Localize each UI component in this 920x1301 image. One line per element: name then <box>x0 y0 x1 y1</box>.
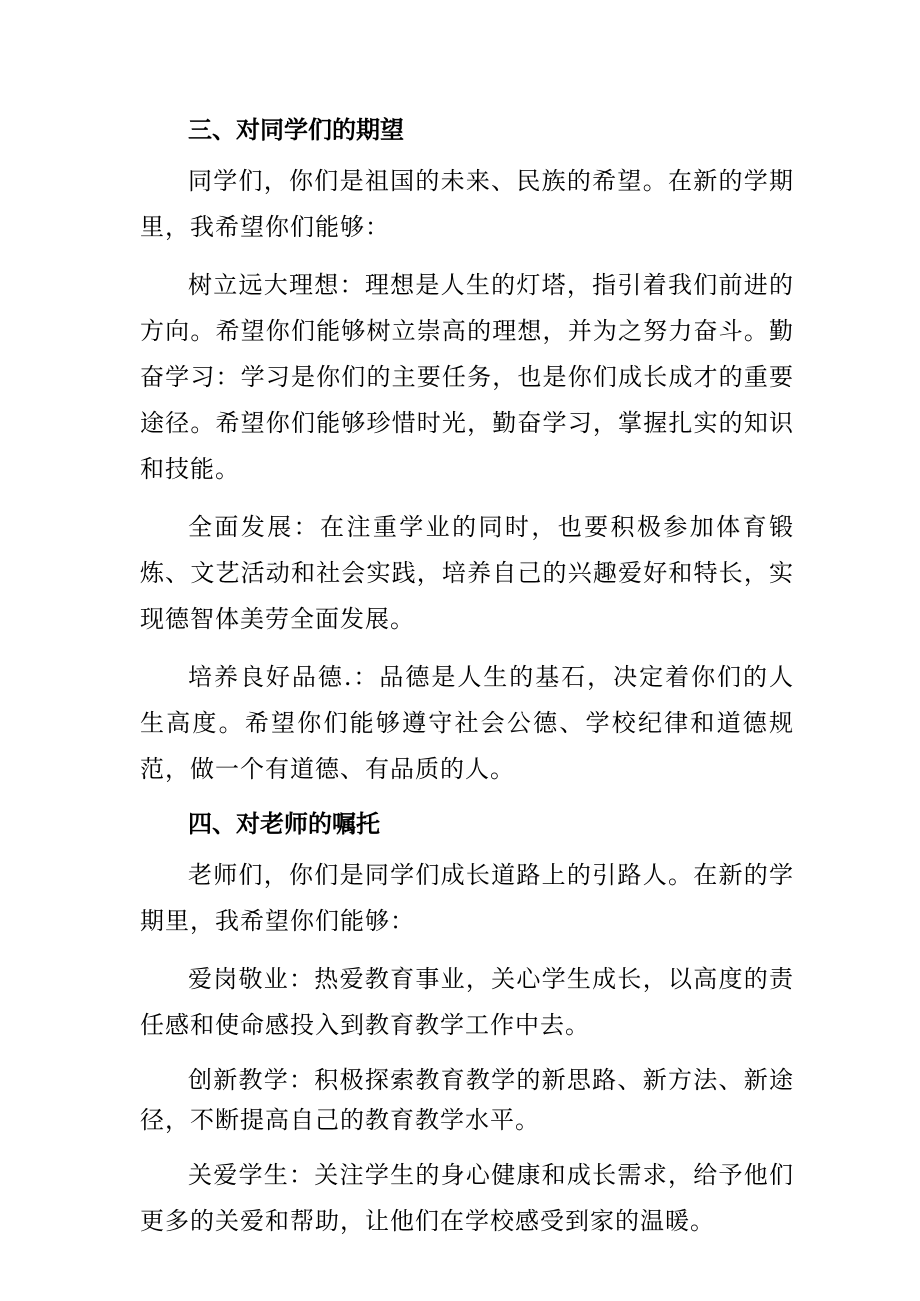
paragraph: 创新教学：积极探索教育教学的新思路、新方法、新途径，不断提高自己的教育教学水平。 <box>140 1066 794 1134</box>
paragraph: 培养良好品德.：品德是人生的基石，决定着你们的人生高度。希望你们能够遵守社会公德、学校纪律和道德规范，做一个有道德、有品质的人。 <box>140 663 794 783</box>
paragraph: 关爱学生：关注学生的身心健康和成长需求，给予他们更多的关爱和帮助，让他们在学校感受到家的温暖。 <box>140 1161 794 1235</box>
paragraph: 全面发展：在注重学业的同时，也要积极参加体育锻炼、文艺活动和社会实践，培养自己的兴趣爱好和特长，实现德智体美劳全面发展。 <box>140 513 794 633</box>
paragraph: 爱岗敬业：热爱教育事业，关心学生成长，以高度的责任感和使命感投入到教育教学工作中去。 <box>140 965 794 1039</box>
paragraph: 同学们，你们是祖国的未来、民族的希望。在新的学期里，我希望你们能够： <box>140 167 794 241</box>
section-heading-3: 三、对同学们的期望 <box>188 115 404 144</box>
paragraph: 树立远大理想：理想是人生的灯塔，指引着我们前进的方向。希望你们能够树立崇高的理想，并为之努力奋斗。勤奋学习：学习是你们的主要任务，也是你们成长成才的重要途径。希望你们能够珍惜时光，勤奋学习，掌握扎实的知识和技能。 <box>140 271 794 483</box>
paragraph: 老师们，你们是同学们成长道路上的引路人。在新的学期里，我希望你们能够： <box>140 861 794 935</box>
document-page <box>140 110 794 1256</box>
section-heading-4: 四、对老师的嘱托 <box>188 809 380 838</box>
